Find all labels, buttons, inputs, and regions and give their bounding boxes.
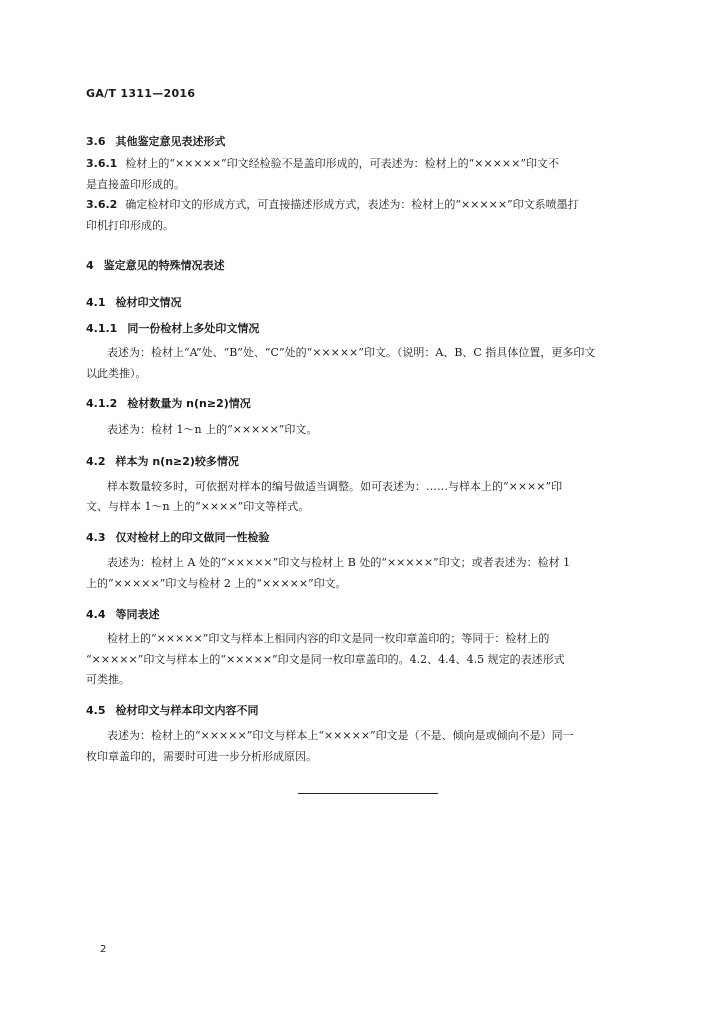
section-title: 鉴定意见的特殊情况表述 (103, 259, 225, 272)
section-title: 等同表述 (115, 608, 160, 621)
section-4-1-2-heading (86, 395, 251, 411)
clause-4-1-2-line-1: 表述为：检材 1～n 上的“×××××”印文。 (107, 423, 318, 436)
clause-4-1-1-line-2: 以此类推）。 (86, 367, 147, 380)
section-number: 4.4 (86, 608, 106, 621)
section-number: 4.5 (86, 704, 106, 717)
section-title: 仅对检材上的印文做同一性检验 (115, 531, 270, 544)
clause-text: 确定检材印文的形成方式，可直接描述形成方式，表述为：检材上的“×××××”印文系喷墨打 (125, 198, 579, 211)
section-title: 同一份检材上多处印文情况 (127, 322, 260, 335)
section-number: 4.2 (86, 455, 106, 468)
section-title: 检材印文与样本印文内容不同 (115, 704, 259, 717)
clause-3-6-1-line-2: 是直接盖印形成的。 (86, 178, 185, 191)
end-divider (298, 793, 438, 794)
clause-4-4-line-2: “×××××”印文与样本上的“×××××”印文是同一枚印章盖印的。4.2、4.4、4.5 规定的表述形式 (86, 653, 565, 666)
clause-4-1-1-line-1: 表述为：检材上“A”处、“B”处、“C”处的“×××××”印文。（说明：A、B、C 指具体位置，更多印文 (107, 346, 596, 359)
clause-number: 3.6.2 (86, 198, 118, 211)
section-number: 3.6 (86, 135, 106, 148)
section-title: 样本为 n(n≥2)较多情况 (115, 455, 239, 468)
clause-4-3-line-1: 表述为：检材上 A 处的“×××××”印文与检材上 B 处的“×××××”印文；或者表述为：检材 1 (107, 556, 571, 569)
standard-code-header: GA/T 1311—2016 (86, 87, 196, 100)
section-number: 4.1.1 (86, 322, 118, 335)
section-4-heading (86, 257, 225, 273)
section-number: 4.3 (86, 531, 106, 544)
clause-3-6-2-line-1 (86, 198, 579, 212)
section-title: 其他鉴定意见表述形式 (115, 135, 226, 148)
section-4-1-1-heading (86, 320, 259, 336)
section-3-6-heading (86, 133, 226, 149)
clause-4-3-line-2: 上的“×××××”印文与检材 2 上的“×××××”印文。 (86, 577, 347, 590)
clause-4-2-line-2: 文、与样本 1～n 上的“××××”印文等样式。 (86, 500, 310, 513)
section-number: 4 (86, 259, 94, 272)
clause-3-6-1-line-1 (86, 157, 559, 171)
section-number: 4.1 (86, 296, 106, 309)
section-4-1-heading (86, 294, 182, 310)
clause-number: 3.6.1 (86, 157, 118, 170)
clause-4-4-line-3: 可类推。 (86, 673, 130, 686)
section-title: 检材数量为 n(n≥2)情况 (127, 397, 251, 410)
clause-4-5-line-1: 表述为：检材上的“×××××”印文与样本上“×××××”印文是（不是、倾向是或倾向不是）同一 (107, 729, 574, 742)
clause-4-2-line-1: 样本数量较多时，可依据对样本的编号做适当调整。如可表述为：……与样本上的“××××”印 (107, 480, 563, 493)
clause-3-6-2-line-2: 印机打印形成的。 (86, 219, 174, 232)
clause-4-5-line-2: 枚印章盖印的，需要时可进一步分析形成原因。 (86, 750, 317, 763)
clause-4-4-line-1: 检材上的“×××××”印文与样本上相同内容的印文是同一枚印章盖印的；等同于：检材上的 (107, 632, 550, 645)
section-title: 检材印文情况 (115, 296, 182, 309)
section-4-2-heading (86, 453, 239, 469)
section-4-3-heading (86, 529, 270, 545)
section-number: 4.1.2 (86, 397, 118, 410)
section-4-5-heading (86, 702, 259, 718)
page-number: 2 (100, 944, 107, 955)
clause-text: 检材上的“×××××”印文经检验不是盖印形成的，可表述为：检材上的“×××××”印文不 (125, 157, 559, 170)
section-4-4-heading (86, 606, 160, 622)
